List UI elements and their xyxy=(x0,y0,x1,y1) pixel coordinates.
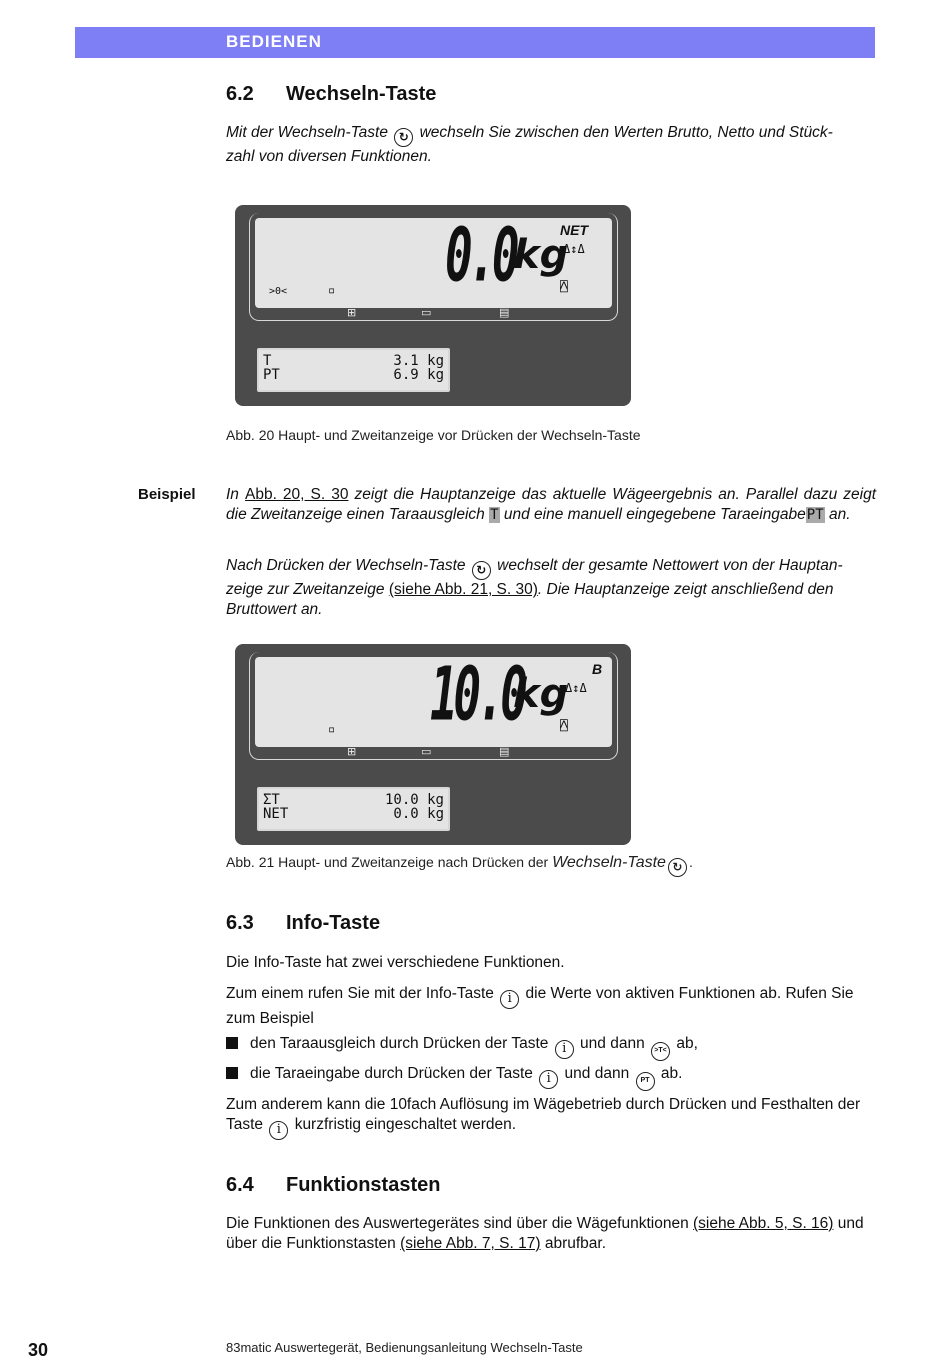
network-icon: ⊞ xyxy=(347,307,357,319)
secondary-row xyxy=(263,368,444,382)
text: die Taraeingabe durch Drücken der Taste xyxy=(250,1065,533,1082)
tare-symbol: T xyxy=(490,507,499,523)
info-key-icon: i xyxy=(555,1040,574,1059)
caption-end: . xyxy=(688,854,693,870)
example-paragraph-1 xyxy=(226,485,876,525)
secondary-label: T xyxy=(263,353,272,369)
info-key-icon: i xyxy=(539,1070,558,1089)
footer-text: 83matic Auswertegerät, Bedienungsanleitung Wechseln-Taste xyxy=(226,1340,583,1355)
link-abb-21[interactable]: (siehe Abb. 21, S. 30) xyxy=(388,581,538,598)
net-flag: NET xyxy=(560,222,588,238)
switch-key-icon: ↻ xyxy=(668,858,687,877)
secondary-label: ΣT xyxy=(263,792,280,808)
stable-icon: Δ↕Δ xyxy=(565,681,587,695)
info-key-icon: i xyxy=(269,1121,288,1140)
keyboard-icon: ▤ xyxy=(499,746,510,758)
preset-tare-symbol: PT xyxy=(806,507,824,523)
section-header-title: BEDIENEN xyxy=(226,32,322,51)
heading-title: Wechseln-Taste xyxy=(286,83,437,105)
intro-paragraph xyxy=(226,123,876,167)
text: und eine manuell eingegebene Taraeingabe xyxy=(503,506,806,523)
main-lcd xyxy=(255,653,612,747)
secondary-lcd xyxy=(257,348,450,392)
text: wechselt der gesamte Nettowert von der Hauptan-zeige zur Zweitanzeige xyxy=(226,557,843,598)
figure-caption-21 xyxy=(226,854,693,877)
link-abb-20[interactable]: Abb. 20, S. 30 xyxy=(245,486,349,503)
text: Zum anderem kann die 10fach Auflösung im Wägebetrieb durch Drücken und Festhalten der Taste xyxy=(226,1096,861,1133)
scale-display-after xyxy=(235,644,631,845)
battery-icon: ▭ xyxy=(421,307,432,319)
stable-icon: Δ↕Δ xyxy=(563,242,585,256)
text: und dann xyxy=(580,1035,645,1052)
caption-key-name: Wechseln-Taste xyxy=(552,854,666,871)
network-icon: ⊞ xyxy=(347,746,357,758)
secondary-value: 10.0 kg xyxy=(384,792,444,808)
weight-icon: ⍓ xyxy=(560,280,568,295)
text: In xyxy=(226,486,239,503)
intro-text-c: zahl von diversen Funktionen. xyxy=(226,148,432,165)
text: abrufbar. xyxy=(544,1235,607,1252)
text: ab. xyxy=(660,1065,683,1082)
weight-icon: ⍓ xyxy=(560,719,568,734)
link-abb-7[interactable]: (siehe Abb. 7, S. 17) xyxy=(400,1235,541,1252)
heading-title: Funktionstasten xyxy=(286,1174,441,1196)
main-lcd xyxy=(255,214,612,308)
secondary-value: 6.9 kg xyxy=(393,367,444,383)
secondary-row xyxy=(263,354,444,368)
heading-number: 6.2 xyxy=(226,83,254,105)
text: und über die Funktionstasten xyxy=(226,1215,864,1252)
heading-6-4 xyxy=(226,1174,440,1197)
heading-number: 6.3 xyxy=(226,912,254,934)
keyboard-icon: ▤ xyxy=(499,307,510,319)
secondary-value: 0.0 kg xyxy=(393,806,444,822)
info-bullet-1 xyxy=(226,1034,876,1061)
text: Die Funktionen des Auswertegerätes sind über die Wägefunktionen xyxy=(226,1215,689,1232)
function-keys-paragraph xyxy=(226,1214,876,1254)
preset-tare-key-icon: PT xyxy=(636,1072,655,1091)
switch-key-icon: ↻ xyxy=(394,128,413,147)
range-indicator-icon: ▫ xyxy=(328,722,336,736)
page-number: 30 xyxy=(28,1340,49,1360)
intro-text-a: Mit der Wechseln-Taste xyxy=(226,124,388,141)
bullet-icon xyxy=(226,1067,238,1079)
intro-text-b: wechseln Sie zwischen den Werten Brutto, Netto und Stück- xyxy=(419,124,833,141)
text: den Taraausgleich durch Drücken der Taste xyxy=(250,1035,549,1052)
info-key-icon: i xyxy=(500,990,519,1009)
heading-number: 6.4 xyxy=(226,1174,254,1196)
bullet-icon xyxy=(226,1037,238,1049)
example-label: Beispiel xyxy=(138,486,196,503)
text: Zum einem rufen Sie mit der Info-Taste xyxy=(226,985,494,1002)
heading-title: Info-Taste xyxy=(286,912,381,934)
info-paragraph-2 xyxy=(226,984,876,1029)
example-paragraph-2 xyxy=(226,556,876,620)
text: und dann xyxy=(564,1065,630,1082)
info-paragraph-3 xyxy=(226,1095,876,1140)
text: Nach Drücken der Wechseln-Taste xyxy=(226,557,466,574)
text: ab, xyxy=(676,1035,698,1052)
section-header-bar xyxy=(75,27,875,58)
range-indicator-icon: ▫ xyxy=(328,283,336,297)
text: an. xyxy=(828,506,851,523)
heading-6-2 xyxy=(226,83,436,106)
tare-key-icon: >T< xyxy=(651,1042,670,1061)
main-weight-unit: kg xyxy=(513,232,569,278)
battery-icon: ▭ xyxy=(421,746,432,758)
info-paragraph-1: Die Info-Taste hat zwei verschiedene Funktionen. xyxy=(226,954,565,971)
figure-caption-20: Abb. 20 Haupt- und Zweitanzeige vor Drücken der Wechseln-Taste xyxy=(226,427,641,443)
secondary-label: PT xyxy=(263,367,280,383)
gross-flag: B xyxy=(592,661,603,677)
heading-6-3 xyxy=(226,912,380,935)
switch-key-icon: ↻ xyxy=(472,561,491,580)
secondary-row xyxy=(263,807,444,821)
secondary-lcd xyxy=(257,787,450,831)
text: kurzfristig eingeschaltet werden. xyxy=(294,1116,517,1133)
secondary-label: NET xyxy=(263,806,289,822)
link-abb-5[interactable]: (siehe Abb. 5, S. 16) xyxy=(693,1215,834,1232)
text: zeigt die Hauptanzeige das aktuelle Wägeergebnis an. Parallel dazu zeigt die Zweitanzeige einen Taraausgleich xyxy=(226,486,877,523)
scale-display-before xyxy=(235,205,631,406)
text: die Werte von aktiven Funktionen ab. Rufen Sie zum Beispiel xyxy=(226,985,854,1027)
zero-indicator: >0< xyxy=(269,286,288,297)
text: . Die Hauptanzeige zeigt anschließend den Bruttowert an. xyxy=(226,581,834,618)
secondary-value: 3.1 kg xyxy=(393,353,444,369)
secondary-row xyxy=(263,793,444,807)
main-weight-value: 10.0 xyxy=(430,653,524,739)
main-weight-unit: kg xyxy=(513,671,569,717)
main-weight-value: 0.0 xyxy=(445,214,516,300)
caption-text: Abb. 21 Haupt- und Zweitanzeige nach Drücken der xyxy=(226,854,549,870)
info-bullet-2 xyxy=(226,1064,876,1091)
